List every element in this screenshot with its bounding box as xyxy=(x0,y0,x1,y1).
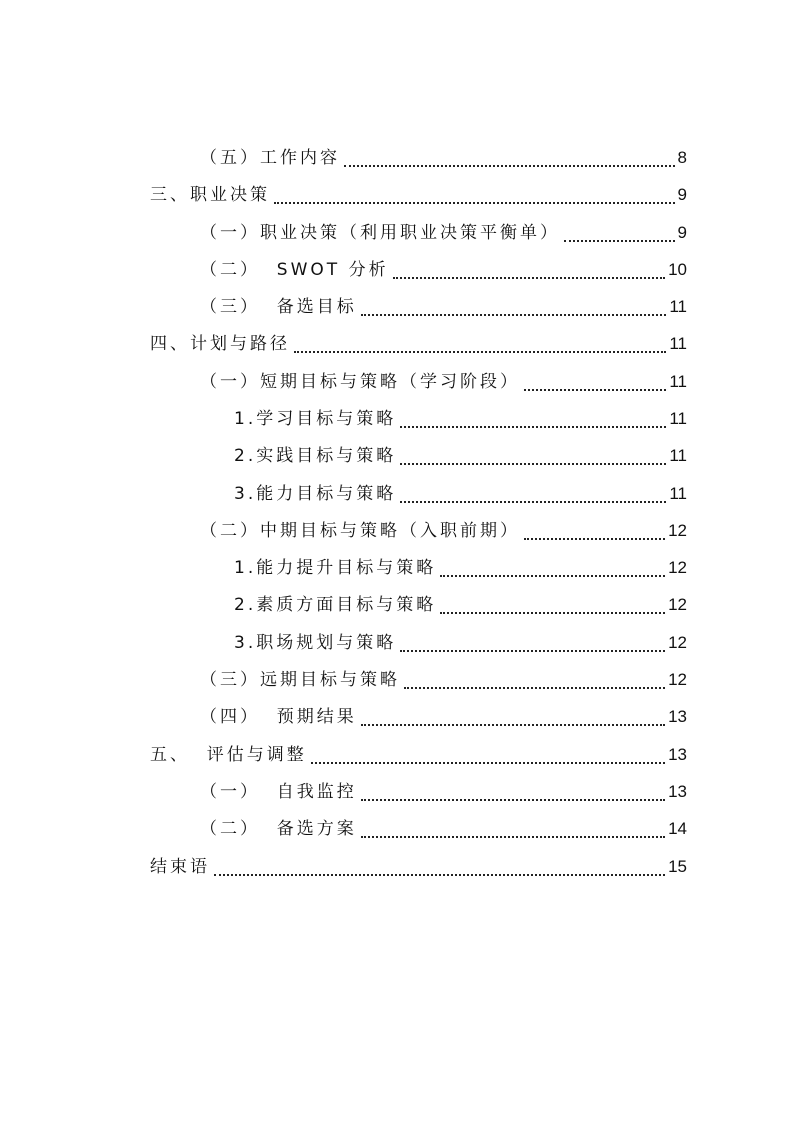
toc-entry[interactable] xyxy=(234,587,687,623)
toc-entry-page: 11 xyxy=(669,297,687,316)
toc-entry-page: 13 xyxy=(668,745,687,764)
toc-entry-page: 11 xyxy=(669,446,687,465)
toc-entry-label: （一） 自我监控 xyxy=(200,782,357,802)
toc-entry-label: （二） 备选方案 xyxy=(200,819,357,839)
toc-entry-label: （一）职业决策（利用职业决策平衡单） xyxy=(200,223,560,243)
toc-entry-page: 12 xyxy=(668,521,687,540)
dot-leader xyxy=(361,774,665,810)
toc-entry-page: 9 xyxy=(677,223,687,242)
toc-entry-label: 1.能力提升目标与策略 xyxy=(234,558,437,578)
toc-entry-label: 结束语 xyxy=(150,857,210,877)
toc-entry-label: 3.职场规划与策略 xyxy=(234,633,397,653)
toc-entry-page: 14 xyxy=(668,819,687,838)
toc-entry-page: 11 xyxy=(669,372,687,391)
toc-entry-label: （一）短期目标与策略（学习阶段） xyxy=(200,372,520,392)
toc-entry-page: 13 xyxy=(668,782,687,801)
toc-entry-label: 三、职业决策 xyxy=(150,185,270,205)
dot-leader xyxy=(274,177,675,213)
toc-entry-page: 8 xyxy=(677,148,687,167)
toc-entry[interactable] xyxy=(234,550,687,586)
toc-entry[interactable] xyxy=(150,737,687,773)
dot-leader xyxy=(440,550,665,586)
toc-entry-label: （三） 备选目标 xyxy=(200,297,357,317)
toc-entry-label: 四、计划与路径 xyxy=(150,334,290,354)
toc-entry-page: 12 xyxy=(668,558,687,577)
toc-entry-label: （三）远期目标与策略 xyxy=(200,670,400,690)
toc-entry-label: （五）工作内容 xyxy=(200,148,340,168)
dot-leader xyxy=(344,140,675,176)
toc-entry-label: 2.实践目标与策略 xyxy=(234,446,397,466)
toc-entry[interactable] xyxy=(150,849,687,885)
toc-entry-page: 11 xyxy=(669,334,687,353)
dot-leader xyxy=(311,737,665,773)
toc-entry-label: （四） 预期结果 xyxy=(200,707,357,727)
dot-leader xyxy=(400,476,666,512)
toc-entry-page: 11 xyxy=(669,409,687,428)
dot-leader xyxy=(400,401,666,437)
toc-entry[interactable] xyxy=(200,774,687,810)
toc-entry[interactable] xyxy=(200,811,687,847)
dot-leader xyxy=(440,587,665,623)
dot-leader xyxy=(393,252,666,288)
dot-leader xyxy=(524,513,665,549)
dot-leader xyxy=(400,438,666,474)
toc-entry-label: （二）中期目标与策略（入职前期） xyxy=(200,521,520,541)
toc-entry[interactable] xyxy=(200,140,687,176)
toc-entry[interactable] xyxy=(234,625,687,661)
dot-leader xyxy=(214,849,665,885)
toc-entry[interactable] xyxy=(200,662,687,698)
toc-entry-page: 13 xyxy=(668,707,687,726)
toc-entry-label: （二） SWOT 分析 xyxy=(200,260,389,280)
dot-leader xyxy=(361,699,665,735)
toc-entry-page: 12 xyxy=(668,633,687,652)
dot-leader xyxy=(361,811,665,847)
toc-entry-page: 12 xyxy=(668,595,687,614)
dot-leader xyxy=(524,364,666,400)
toc-entry[interactable] xyxy=(200,513,687,549)
dot-leader xyxy=(361,289,667,325)
toc-entry-page: 12 xyxy=(668,670,687,689)
toc-entry-label: 五、 评估与调整 xyxy=(150,745,307,765)
toc-entry-page: 15 xyxy=(668,857,687,876)
toc-entry[interactable] xyxy=(234,438,687,474)
toc-entry[interactable] xyxy=(200,364,687,400)
toc-entry[interactable] xyxy=(200,699,687,735)
toc-entry-label: 1.学习目标与策略 xyxy=(234,409,397,429)
dot-leader xyxy=(400,625,665,661)
toc-entry[interactable] xyxy=(200,215,687,251)
toc-entry-page: 9 xyxy=(677,185,687,204)
toc-entry[interactable] xyxy=(200,289,687,325)
toc-entry[interactable] xyxy=(234,476,687,512)
toc-entry-label: 2.素质方面目标与策略 xyxy=(234,595,437,615)
toc-entry[interactable] xyxy=(234,401,687,437)
toc-entry[interactable] xyxy=(150,177,687,213)
toc-entry-page: 10 xyxy=(668,260,687,279)
dot-leader xyxy=(294,326,666,362)
dot-leader xyxy=(404,662,665,698)
dot-leader xyxy=(564,215,675,251)
toc-entry-label: 3.能力目标与策略 xyxy=(234,484,397,504)
toc-entry[interactable] xyxy=(200,252,687,288)
toc-entry[interactable] xyxy=(150,326,687,362)
toc-entry-page: 11 xyxy=(669,484,687,503)
